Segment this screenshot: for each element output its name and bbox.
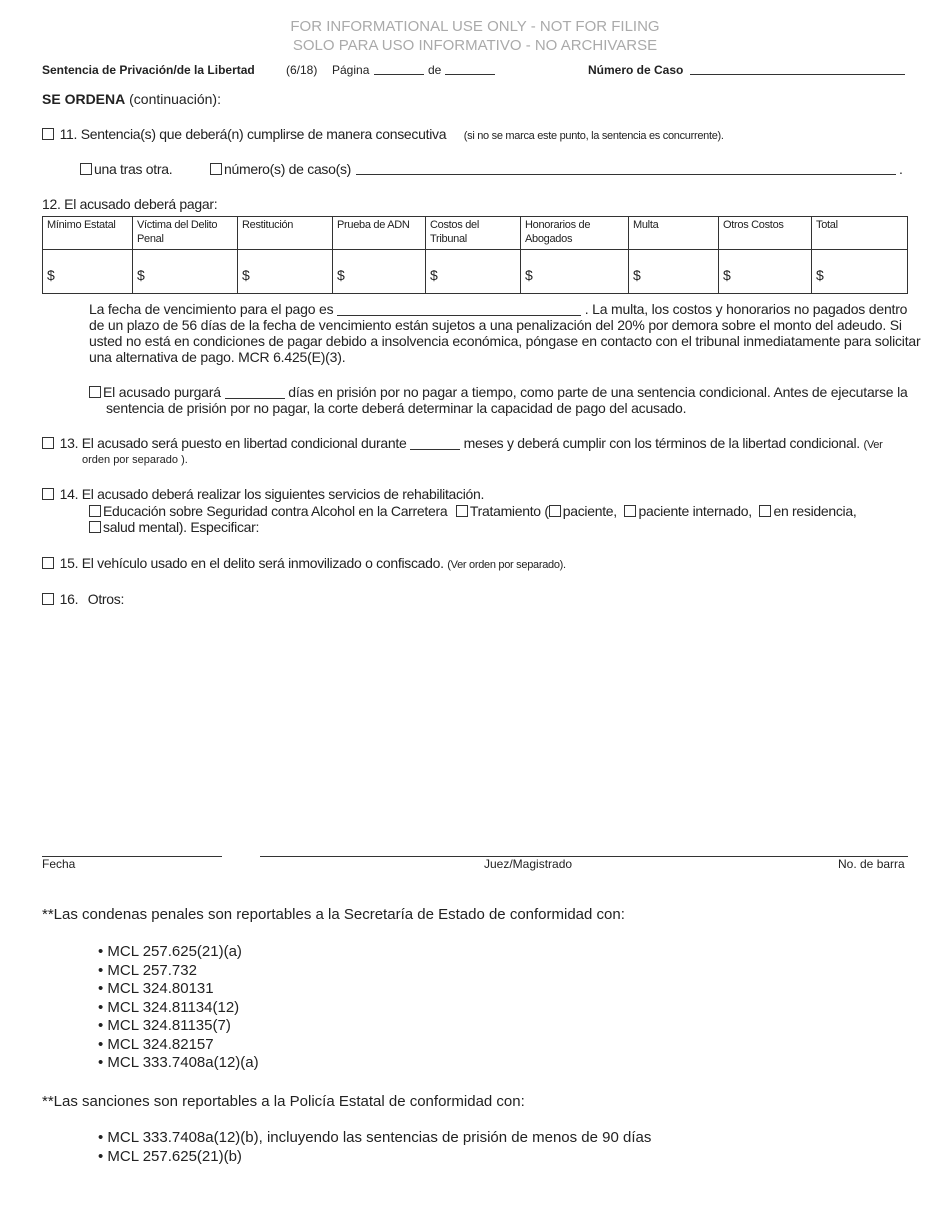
case-number-field[interactable] — [690, 74, 905, 75]
judge-label: Juez/Magistrado — [484, 857, 573, 871]
reference-item: • MCL 333.7408a(12)(a) — [98, 1054, 259, 1073]
item-11-note-end: ). — [717, 130, 724, 142]
payment-header: Multa — [629, 217, 719, 250]
form-title: Sentencia de Privación/de la Libertad — [42, 63, 255, 77]
due-date-text-1: La fecha de vencimiento para el pago es — [89, 301, 334, 317]
item-11-number: 11. — [59, 126, 78, 142]
item-11 — [42, 126, 724, 142]
due-date-field[interactable] — [337, 302, 581, 316]
ordered-title: SE ORDENA — [42, 91, 126, 107]
payment-header: Víctima del Delito Penal — [133, 217, 238, 250]
page-label: Página — [332, 63, 370, 77]
payment-amount-field[interactable]: $ — [43, 250, 133, 294]
item-14 — [42, 486, 484, 502]
reference-item: • MCL 324.81134(12) — [98, 999, 259, 1018]
item-11-checkbox[interactable] — [42, 128, 54, 140]
jail-checkbox[interactable] — [89, 386, 101, 398]
payment-amount-field[interactable]: $ — [426, 250, 521, 294]
item-14-text: 14. El acusado deberá realizar los siguientes servicios de rehabilitación. — [59, 486, 485, 502]
item-13-note-2: orden por separado ). — [82, 454, 188, 466]
mental-health-checkbox[interactable] — [89, 521, 101, 533]
payment-table — [42, 216, 908, 294]
item-16-number: 16. — [59, 591, 79, 607]
item-13-text-2: meses y deberá cumplir con los términos de la libertad condicional. — [463, 435, 860, 451]
outpatient-label: paciente, — [562, 503, 617, 519]
case-numbers-checkbox[interactable] — [210, 163, 222, 175]
ordered-subtitle: (continuación): — [129, 91, 221, 107]
payment-amount-field[interactable]: $ — [133, 250, 238, 294]
page-of-label: de — [428, 63, 442, 77]
education-checkbox[interactable] — [89, 505, 101, 517]
payment-header: Restitución — [238, 217, 333, 250]
case-numbers-field[interactable] — [356, 174, 896, 175]
case-numbers-end: . — [899, 161, 903, 177]
date-label: Fecha — [42, 857, 76, 871]
residential-checkbox[interactable] — [759, 505, 771, 517]
item-12-label: 12. El acusado deberá pagar: — [42, 196, 218, 212]
item-13-text-1: 13. El acusado será puesto en libertad condicional durante — [59, 435, 407, 451]
jail-days-field[interactable] — [225, 385, 285, 399]
bar-number-label: No. de barra — [838, 857, 905, 871]
item-14-mental-health — [89, 519, 259, 535]
case-number-label: Número de Caso — [588, 63, 684, 77]
sos-reference-list — [98, 943, 259, 1073]
item-11-note: (si no se marca este punto, la sentencia es concurrente — [463, 130, 718, 142]
due-date-text-2: . La multa, los costos y honorarios no pagados dentro — [584, 301, 908, 317]
inpatient-checkbox[interactable] — [624, 505, 636, 517]
due-date-text-3: de un plazo de 56 días de la fecha de vencimiento están sujetos a una penalización del 20% por demora sobre el monto del adeudo. Si — [89, 317, 902, 333]
page-number-field[interactable] — [374, 74, 424, 75]
item-14-checkbox[interactable] — [42, 488, 54, 500]
reference-item: • MCL 257.625(21)(a) — [98, 943, 259, 962]
jail-text-1: El acusado purgará — [103, 384, 221, 400]
page-total-field[interactable] — [445, 74, 495, 75]
item-16-text: Otros: — [87, 591, 125, 607]
police-reference-list — [98, 1129, 651, 1166]
item-14-options — [89, 503, 856, 519]
inpatient-label: paciente internado, — [638, 503, 752, 519]
item-16-checkbox[interactable] — [42, 593, 54, 605]
payment-amount-field[interactable]: $ — [629, 250, 719, 294]
reference-item: • MCL 257.625(21)(b) — [98, 1148, 651, 1167]
treatment-checkbox[interactable] — [456, 505, 468, 517]
due-date-text-4: usted no está en condiciones de pagar debido a insolvencia económica, póngase en contacto con el tribunal inmediatamente para solicitar — [89, 333, 921, 349]
item-11-option-case-numbers — [210, 161, 351, 177]
jail-text-3: sentencia de prisión por no pagar, la corte deberá determinar la capacidad de pago del acusado. — [106, 400, 687, 416]
watermark-line-1: FOR INFORMATIONAL USE ONLY - NOT FOR FILING — [290, 18, 660, 35]
reference-item: • MCL 257.732 — [98, 962, 259, 981]
item-11-option-consecutive — [80, 161, 172, 177]
payment-header: Mínimo Estatal — [43, 217, 133, 250]
judge-signature-line[interactable] — [260, 856, 908, 857]
outpatient-checkbox[interactable] — [549, 505, 561, 517]
payment-header: Honorarios de Abogados — [521, 217, 629, 250]
payment-header: Costos del Tribunal — [426, 217, 521, 250]
case-numbers-label: número(s) de caso(s) — [224, 161, 352, 177]
payment-header: Prueba de ADN — [333, 217, 426, 250]
reference-item: • MCL 333.7408a(12)(b), incluyendo las sentencias de prisión de menos de 90 días — [98, 1129, 651, 1148]
item-11-text: Sentencia(s) que deberá(n) cumplirse de manera consecutiva — [80, 126, 447, 142]
reference-item: • MCL 324.80131 — [98, 980, 259, 999]
payment-amount-field[interactable]: $ — [719, 250, 812, 294]
payment-amount-field[interactable]: $ — [238, 250, 333, 294]
due-date-text-5: una alternativa de pago. MCR 6.425(E)(3). — [89, 349, 346, 365]
item-13-note-1: (Ver — [863, 439, 883, 451]
sos-heading: **Las condenas penales son reportables a la Secretaría de Estado de conformidad con: — [42, 906, 625, 923]
jail-paragraph — [89, 384, 908, 416]
item-15-text: 15. El vehículo usado en el delito será inmovilizado o confiscado. — [59, 555, 444, 571]
payment-header: Otros Costos — [719, 217, 812, 250]
item-15-note: (Ver orden por separado). — [447, 559, 566, 571]
item-13 — [42, 435, 882, 451]
item-16 — [42, 591, 124, 607]
education-label: Educación sobre Seguridad contra Alcohol en la Carretera — [103, 503, 448, 519]
item-15-checkbox[interactable] — [42, 557, 54, 569]
jail-text-2: días en prisión por no pagar a tiempo, como parte de una sentencia condicional. Antes de ejecutarse la — [288, 384, 908, 400]
reference-item: • MCL 324.82157 — [98, 1036, 259, 1055]
police-heading: **Las sanciones son reportables a la Policía Estatal de conformidad con: — [42, 1093, 525, 1110]
payment-amount-field[interactable]: $ — [812, 250, 908, 294]
treatment-label: Tratamiento ( — [469, 503, 549, 519]
consecutive-checkbox[interactable] — [80, 163, 92, 175]
probation-months-field[interactable] — [410, 436, 460, 450]
ordered-heading — [42, 91, 221, 107]
payment-header: Total — [812, 217, 908, 250]
reference-item: • MCL 324.81135(7) — [98, 1017, 259, 1036]
form-version: (6/18) — [286, 63, 318, 77]
item-15 — [42, 555, 566, 571]
payment-amount-field[interactable]: $ — [521, 250, 629, 294]
item-13-checkbox[interactable] — [42, 437, 54, 449]
mental-health-label: salud mental). Especificar: — [103, 519, 260, 535]
watermark-line-2: SOLO PARA USO INFORMATIVO - NO ARCHIVARSE — [292, 37, 658, 54]
due-date-paragraph — [89, 301, 921, 365]
residential-label: en residencia, — [773, 503, 857, 519]
payment-amount-field[interactable]: $ — [333, 250, 426, 294]
consecutive-label: una tras otra. — [94, 161, 173, 177]
